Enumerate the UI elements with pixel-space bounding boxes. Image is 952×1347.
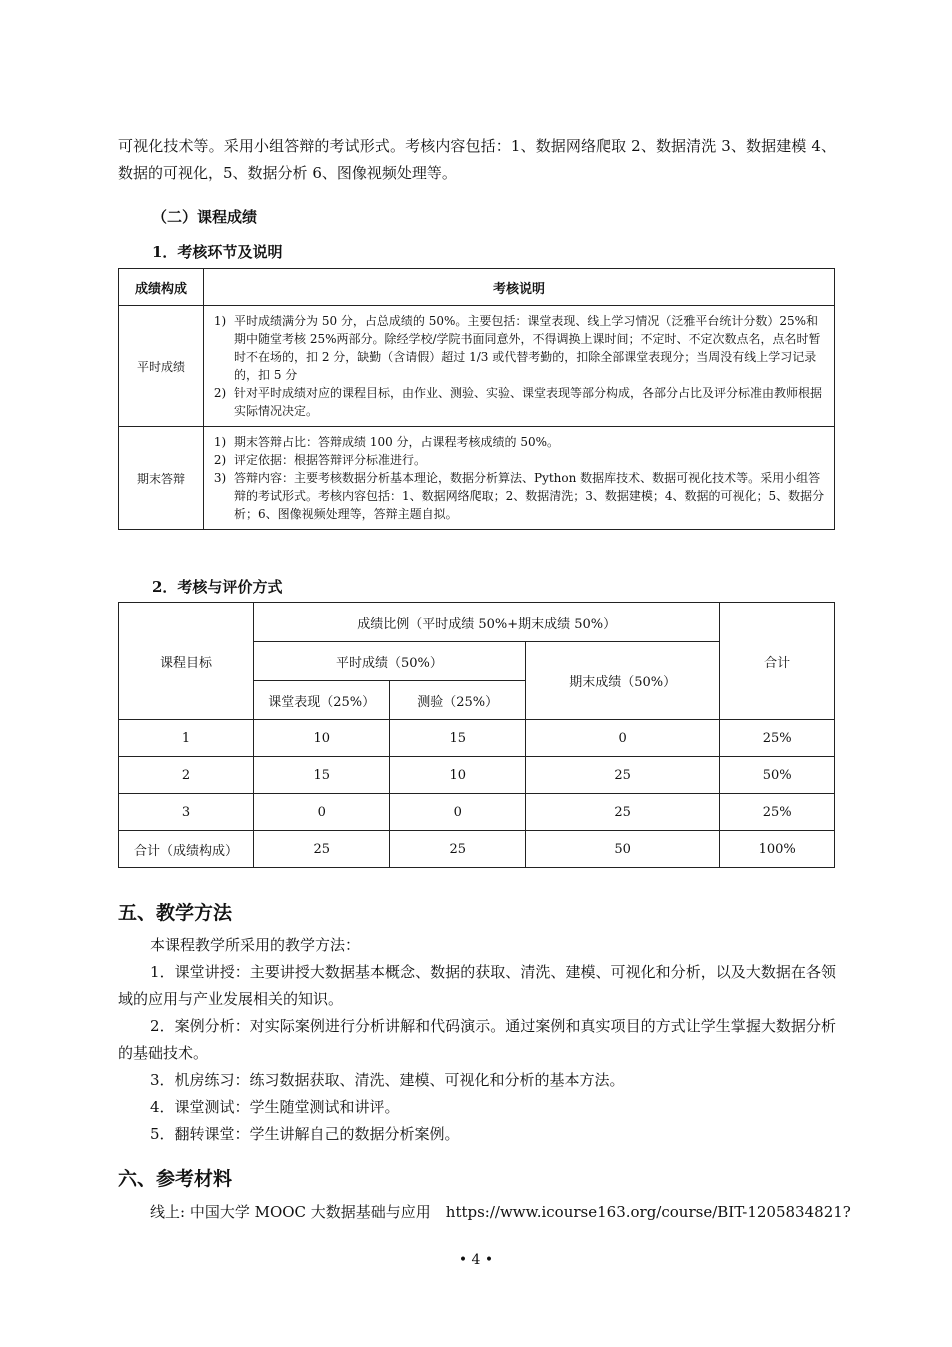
evaluation-table: [118, 602, 835, 868]
list-item: 2. 针对平时成绩对应的课程目标，由作业、测验、实验、课堂表现等部分构成，各部分占比及评分标准由教师根据实际情况决定。: [230, 384, 830, 420]
list-item: 2. 评定依据：根据答辩评分标准进行。: [230, 451, 830, 469]
col-grade-composition: 成绩构成: [119, 269, 204, 306]
cell-goal: 3: [119, 794, 254, 831]
header-usual-grade: 平时成绩（50%）: [253, 642, 525, 681]
header-total: 合计: [720, 603, 835, 720]
cell-goal: 合计（成绩构成）: [119, 831, 254, 868]
table-row: [119, 757, 835, 794]
cell-class: 10: [253, 720, 390, 757]
cell-quiz: 25: [390, 831, 526, 868]
table-row: [119, 794, 835, 831]
cell-quiz: 15: [390, 720, 526, 757]
list-item: 3. 答辩内容：主要考核数据分析基本理论，数据分析算法、Python 数据库技术、数据可视化技术等。采用小组答辩的考试形式。考核内容包括：1、数据网络爬取；2、数据清洗；3、数据建模；4、数据的可视化；5、数据分析；6、图像视频处理等，答辩主题自拟。: [230, 469, 830, 523]
methods-heading: 五、教学方法: [118, 902, 233, 924]
method-item: 2．案例分析：对实际案例进行分析讲解和代码演示。通过案例和真实项目的方式让学生掌握大数据分析的基础技术。: [118, 1017, 836, 1062]
method-item: 3．机房练习：练习数据获取、清洗、建模、可视化和分析的基本方法。: [150, 1071, 625, 1089]
cell-total: 25%: [720, 794, 835, 831]
cell-total: 100%: [720, 831, 835, 868]
header-course-goal: 课程目标: [119, 603, 254, 720]
row-desc-final: [204, 427, 835, 530]
assessment-table: [118, 268, 835, 530]
cell-total: 50%: [720, 757, 835, 794]
references-heading: 六、参考材料: [118, 1168, 233, 1190]
intro-paragraph: 可视化技术等。采用小组答辩的考试形式。考核内容包括：1、数据网络爬取 2、数据清洗 3、数据建模 4、数据的可视化，5、数据分析 6、图像视频处理等。: [118, 137, 836, 182]
cell-final: 0: [525, 720, 719, 757]
table-row: [119, 720, 835, 757]
method-item: 5．翻转课堂：学生讲解自己的数据分析案例。: [150, 1125, 460, 1143]
grades-heading: （二）课程成绩: [152, 208, 258, 226]
page-number: • 4 •: [458, 1252, 494, 1268]
cell-quiz: 10: [390, 757, 526, 794]
cell-total: 25%: [720, 720, 835, 757]
header-grade-ratio: 成绩比例（平时成绩 50%+期末成绩 50%）: [253, 603, 719, 642]
evaluation-header-row-1: [119, 603, 835, 642]
assessment-subheading: 1．考核环节及说明: [152, 243, 283, 261]
cell-class: 25: [253, 831, 390, 868]
cell-final: 25: [525, 757, 719, 794]
cell-quiz: 0: [390, 794, 526, 831]
cell-goal: 1: [119, 720, 254, 757]
cell-final: 25: [525, 794, 719, 831]
reference-line: 线上: 中国大学 MOOC 大数据基础与应用 https://www.icourse163.org/course/BIT-1205834821?: [150, 1203, 851, 1221]
method-item: 4．课堂测试：学生随堂测试和讲评。: [150, 1098, 400, 1116]
cell-goal: 2: [119, 757, 254, 794]
header-final-grade: 期末成绩（50%）: [525, 642, 719, 720]
cell-final: 50: [525, 831, 719, 868]
method-item: 1．课堂讲授：主要讲授大数据基本概念、数据的获取、清洗、建模、可视化和分析，以及大数据在各领域的应用与产业发展相关的知识。: [118, 963, 836, 1008]
row-label-final: 期末答辩: [119, 427, 204, 530]
header-quiz: 测验（25%）: [390, 681, 526, 720]
cell-class: 0: [253, 794, 390, 831]
col-assessment-description: 考核说明: [204, 269, 835, 306]
row-label-usual: 平时成绩: [119, 306, 204, 427]
row-desc-usual: [204, 306, 835, 427]
methods-intro: 本课程教学所采用的教学方法：: [150, 936, 361, 954]
cell-class: 15: [253, 757, 390, 794]
list-item: 1. 平时成绩满分为 50 分，占总成绩的 50%。主要包括：课堂表现、线上学习情况（泛雅平台统计分数）25%和期中随堂考核 25%两部分。除经学校/学院书面同意外，不得调换上课时间；不定时、不定次数点名，点名时暂时不在场的，扣 2 分，缺勤（含请假）超过 1/3 或代替考勤的，扣除全部课堂表现分；当周没有线上学习记录的，扣 5 分: [230, 312, 830, 384]
table-row-total: [119, 831, 835, 868]
list-item: 1. 期末答辩占比：答辩成绩 100 分，占课程考核成绩的 50%。: [230, 433, 830, 451]
header-class-performance: 课堂表现（25%）: [253, 681, 390, 720]
assessment-table-header: [119, 269, 835, 306]
table-row: [119, 306, 835, 427]
evaluation-subheading: 2．考核与评价方式: [152, 578, 283, 596]
table-row: [119, 427, 835, 530]
